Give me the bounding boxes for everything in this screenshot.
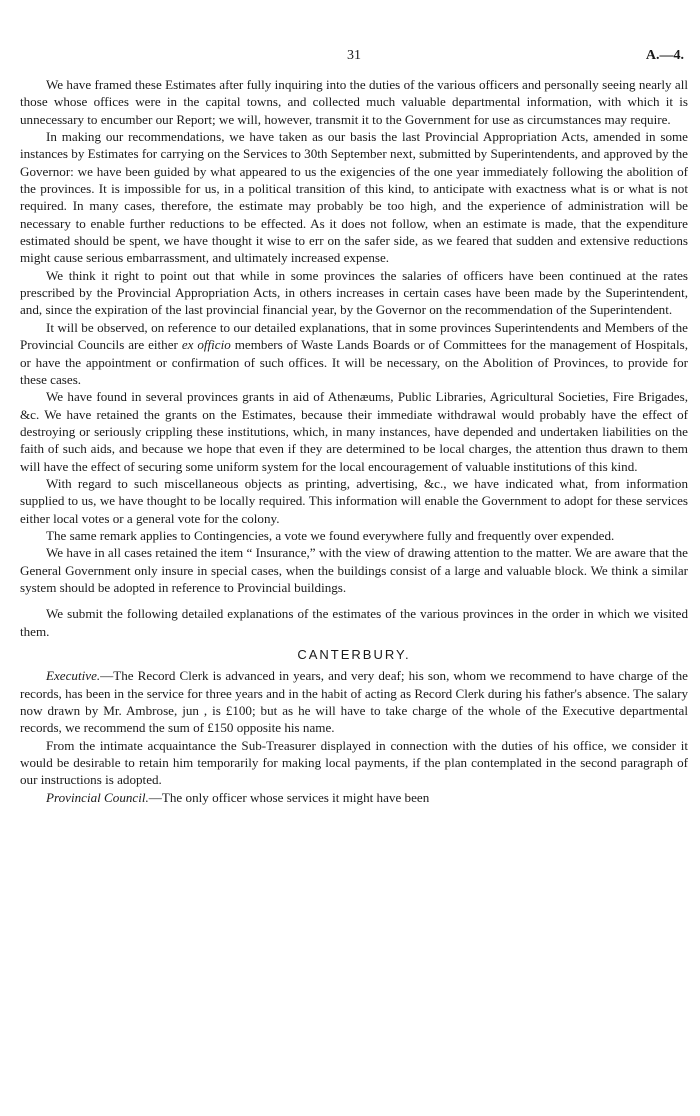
paragraph-estimates-framed: We have framed these Estimates after fully inquiring into the duties of the various officers and personally seeing nearly all those whose offices were in the capital towns, and collected much valuable departmental information, with which it is unnecessary to encumber our Report; we will, however, transmit it to the Government for use as circumstances may require. — [20, 77, 688, 127]
paragraph-miscellaneous-objects: With regard to such miscellaneous objects as printing, advertising, &c., we have indicated what, from information supplied to us, we have thought to be locally required. This information will enable the Government to adopt for these services either local votes or a general vote for the colony. — [20, 475, 688, 526]
paragraph-executive — [20, 667, 688, 736]
section-heading-canterbury: CANTERBURY. — [297, 647, 411, 662]
paragraph-lead: Provincial Council. — [46, 789, 149, 805]
paragraph-contingencies: The same remark applies to Contingencies, a vote we found everywhere fully and frequently over expended. — [46, 527, 615, 543]
paragraph-provincial-council — [20, 789, 688, 806]
paragraph-ex-officio-members: It will be observed, on reference to our detailed explanations, that in some provinces Superintendents and Members of the Provincial Councils are either ex officio members of Waste Lands Boards or of Committees for the management of Hospitals, or have the appointment or confirmation of such offices. It will be necessary, on the Abolition of Provinces, to provide for these cases. — [20, 319, 688, 387]
ex-officio-emphasis: ex officio — [181, 337, 231, 353]
document-reference: A.—4. — [645, 48, 684, 63]
paragraph-insurance: We have in all cases retained the item “ Insurance,” with the view of drawing attention to the matter. We are aware that the General Government only insure in special cases, when the buildings consist of a large and valuable block. We think a similar system should be adopted in reference to Provincial buildings. — [20, 545, 688, 595]
paragraph-text: —The only officer whose services it might have been — [148, 789, 430, 805]
paragraph-salaries: We think it right to point out that while in some provinces the salaries of officers have been continued at the rates prescribed by the Provincial Appropriation Acts, in others increases in certain cases have been made by the Superintendent, and, since the expiration of the last provincial financial year, by the Governor on the recommendation of the Superintendent. — [20, 267, 688, 318]
paragraph-text: From the intimate acquaintance the Sub-Treasurer displayed in connection with the duties of his office, we consider it would be desirable to retain him temporarily for making local payments, if the plan contemplated in the second paragraph of our instructions is adopted. — [20, 737, 688, 788]
paragraph-sub-treasurer — [20, 737, 688, 789]
page-number: 31 — [347, 48, 361, 63]
paragraph-detailed-explanations: We submit the following detailed explanations of the estimates of the various provinces in the order in which we visited them. — [20, 606, 688, 639]
paragraph-grants-in-aid: We have found in several provinces grants in aid of Athenæums, Public Libraries, Agricultural Societies, Fire Brigades, &c. We have retained the grants on the Estimates, because their immediate withdrawal would probably have the effect of destroying or seriously crippling these institutions, which, in many instances, have depended and undertaken liabilities on the faith of such aids, and because we hope that even if they are determined to be local charges, the attention thus drawn to them will have the effect of securing some uniform system for the local encouragement of valuable institutions of this kind. — [20, 389, 688, 474]
paragraph-text: —The Record Clerk is advanced in years, and very deaf; his son, whom we recommend to have charge of the records, has been in the service for three years and in the habit of acting as Record Clerk during his father's absence. The salary now drawn by Mr. Ambrose, jun , is £100; but as he will have to take charge of the whole of the Executive departmental records, we recommend the sum of £150 opposite his name. — [20, 668, 688, 736]
paragraph-lead: Executive. — [46, 668, 101, 684]
page-header — [20, 48, 688, 68]
paragraph-recommendations-basis: In making our recommendations, we have taken as our basis the last Provincial Appropriation Acts, amended in some instances by Estimates for carrying on the Services to 30th September next, submitted by Superintendents, and approved by the Governor: we have been guided by what appeared to us the exigencies of the one year immediately following the abolition of the provinces. It is impossible for us, in a political transition of this kind, to anticipate with exactness what is or what is not required. In many cases, therefore, the estimate may probably be too high, and the experience of administration will be necessary to enable further reductions to be effected. As it does not follow, when an estimate is made, that the expenditure estimated should be spent, we have thought it wise to err on the safer side, as we feared that sudden and extensive reductions might cause serious embarrassment, and ultimately increased expense. — [20, 129, 688, 266]
report-body — [20, 76, 688, 806]
